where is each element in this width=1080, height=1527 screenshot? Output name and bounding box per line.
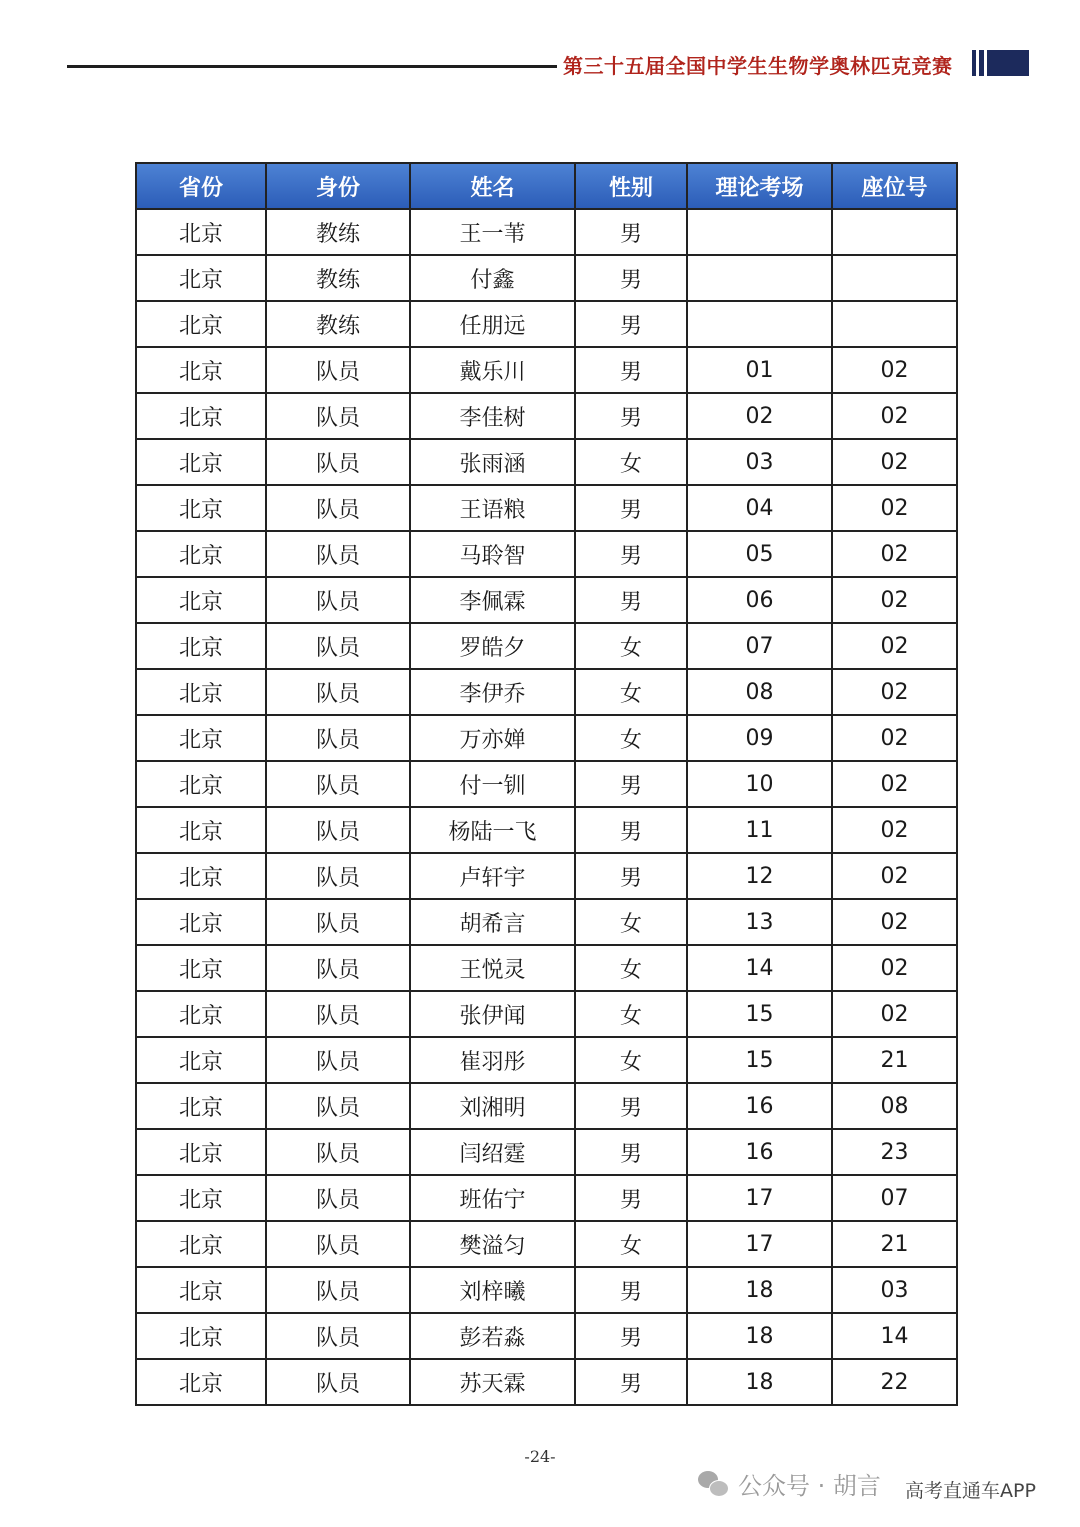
column-header-seat: 座位号: [832, 163, 957, 209]
cell-role: 队员: [266, 439, 410, 485]
column-header-role: 身份: [266, 163, 410, 209]
table-row: [136, 255, 957, 301]
cell-role: 队员: [266, 1083, 410, 1129]
table-row: [136, 393, 957, 439]
cell-exam-room: 13: [687, 899, 832, 945]
cell-seat: 08: [832, 1083, 957, 1129]
cell-province: 北京: [136, 991, 266, 1037]
cell-seat: 02: [832, 715, 957, 761]
cell-province: 北京: [136, 853, 266, 899]
cell-seat: 02: [832, 853, 957, 899]
cell-province: 北京: [136, 899, 266, 945]
cell-name: 罗皓夕: [410, 623, 575, 669]
cell-province: 北京: [136, 577, 266, 623]
cell-role: 教练: [266, 255, 410, 301]
cell-province: 北京: [136, 393, 266, 439]
cell-gender: 女: [575, 991, 687, 1037]
cell-province: 北京: [136, 1175, 266, 1221]
watermark-text: 公众号 · 胡言: [738, 1472, 881, 1500]
cell-name: 李佳树: [410, 393, 575, 439]
table-row: [136, 1175, 957, 1221]
cell-seat: [832, 209, 957, 255]
cell-role: 队员: [266, 531, 410, 577]
cell-seat: [832, 255, 957, 301]
cell-name: 王语粮: [410, 485, 575, 531]
cell-gender: 男: [575, 1175, 687, 1221]
cell-gender: 男: [575, 1313, 687, 1359]
table-row: [136, 669, 957, 715]
cell-role: 队员: [266, 347, 410, 393]
cell-seat: [832, 301, 957, 347]
cell-gender: 女: [575, 623, 687, 669]
table-row: [136, 485, 957, 531]
cell-gender: 男: [575, 1129, 687, 1175]
table-row: [136, 991, 957, 1037]
cell-seat: 02: [832, 669, 957, 715]
table-row: [136, 347, 957, 393]
cell-role: 队员: [266, 899, 410, 945]
table-row: [136, 439, 957, 485]
cell-role: 队员: [266, 1175, 410, 1221]
cell-gender: 男: [575, 1267, 687, 1313]
cell-province: 北京: [136, 715, 266, 761]
cell-gender: 男: [575, 807, 687, 853]
cell-role: 教练: [266, 209, 410, 255]
cell-gender: 男: [575, 393, 687, 439]
cell-seat: 21: [832, 1037, 957, 1083]
cell-province: 北京: [136, 255, 266, 301]
cell-gender: 男: [575, 347, 687, 393]
cell-seat: 03: [832, 1267, 957, 1313]
competition-title: 第三十五届全国中学生生物学奥林匹克竞赛: [563, 54, 953, 78]
table-row: [136, 899, 957, 945]
cell-name: 崔羽彤: [410, 1037, 575, 1083]
cell-role: 教练: [266, 301, 410, 347]
cell-seat: 02: [832, 991, 957, 1037]
table-row: [136, 853, 957, 899]
cell-name: 万亦婵: [410, 715, 575, 761]
table-row: [136, 761, 957, 807]
cell-seat: 02: [832, 623, 957, 669]
cell-name: 彭若淼: [410, 1313, 575, 1359]
table-row: [136, 1267, 957, 1313]
cell-name: 闫绍霆: [410, 1129, 575, 1175]
cell-seat: 07: [832, 1175, 957, 1221]
cell-name: 刘梓曦: [410, 1267, 575, 1313]
cell-gender: 男: [575, 255, 687, 301]
cell-province: 北京: [136, 439, 266, 485]
cell-name: 班佑宁: [410, 1175, 575, 1221]
cell-province: 北京: [136, 623, 266, 669]
table-row: [136, 209, 957, 255]
cell-name: 张雨涵: [410, 439, 575, 485]
cell-role: 队员: [266, 761, 410, 807]
cell-gender: 女: [575, 439, 687, 485]
cell-role: 队员: [266, 1359, 410, 1405]
cell-seat: 23: [832, 1129, 957, 1175]
cell-name: 李伊乔: [410, 669, 575, 715]
table-row: [136, 1083, 957, 1129]
watermark: [698, 1466, 881, 1501]
cell-exam-room: 17: [687, 1221, 832, 1267]
cell-exam-room: 09: [687, 715, 832, 761]
cell-province: 北京: [136, 1359, 266, 1405]
table-row: [136, 945, 957, 991]
cell-exam-room: 04: [687, 485, 832, 531]
cell-seat: 02: [832, 945, 957, 991]
cell-exam-room: 01: [687, 347, 832, 393]
header-rule: [67, 65, 557, 68]
cell-exam-room: 12: [687, 853, 832, 899]
cell-name: 苏天霖: [410, 1359, 575, 1405]
roster-table: [135, 162, 958, 1406]
cell-seat: 02: [832, 393, 957, 439]
cell-province: 北京: [136, 945, 266, 991]
cell-province: 北京: [136, 485, 266, 531]
cell-gender: 男: [575, 853, 687, 899]
cell-gender: 女: [575, 669, 687, 715]
cell-province: 北京: [136, 347, 266, 393]
cell-exam-room: 17: [687, 1175, 832, 1221]
cell-seat: 02: [832, 531, 957, 577]
cell-name: 刘湘明: [410, 1083, 575, 1129]
cell-exam-room: 18: [687, 1267, 832, 1313]
cell-seat: 14: [832, 1313, 957, 1359]
cell-province: 北京: [136, 301, 266, 347]
table-row: [136, 301, 957, 347]
cell-exam-room: 14: [687, 945, 832, 991]
page-number: -24-: [524, 1447, 556, 1466]
cell-seat: 02: [832, 439, 957, 485]
cell-role: 队员: [266, 1313, 410, 1359]
app-watermark: 高考直通车APP: [905, 1480, 1036, 1502]
cell-role: 队员: [266, 807, 410, 853]
cell-role: 队员: [266, 1037, 410, 1083]
cell-gender: 男: [575, 577, 687, 623]
table-row: [136, 1037, 957, 1083]
cell-exam-room: [687, 301, 832, 347]
cell-seat: 02: [832, 577, 957, 623]
cell-province: 北京: [136, 1083, 266, 1129]
cell-exam-room: 15: [687, 1037, 832, 1083]
cell-exam-room: 15: [687, 991, 832, 1037]
cell-name: 王一苇: [410, 209, 575, 255]
cell-name: 张伊闻: [410, 991, 575, 1037]
cell-seat: 02: [832, 807, 957, 853]
cell-province: 北京: [136, 1129, 266, 1175]
cell-gender: 女: [575, 899, 687, 945]
table-row: [136, 623, 957, 669]
cell-gender: 女: [575, 1037, 687, 1083]
cell-gender: 男: [575, 301, 687, 347]
cell-role: 队员: [266, 669, 410, 715]
table-row: [136, 531, 957, 577]
table-row: [136, 1221, 957, 1267]
column-header-name: 姓名: [410, 163, 575, 209]
cell-role: 队员: [266, 577, 410, 623]
cell-exam-room: 18: [687, 1359, 832, 1405]
cell-seat: 02: [832, 899, 957, 945]
cell-role: 队员: [266, 393, 410, 439]
cell-province: 北京: [136, 1313, 266, 1359]
cell-role: 队员: [266, 1221, 410, 1267]
cell-exam-room: 16: [687, 1083, 832, 1129]
cell-name: 樊溢匀: [410, 1221, 575, 1267]
table-row: [136, 1313, 957, 1359]
cell-role: 队员: [266, 1129, 410, 1175]
cell-exam-room: 10: [687, 761, 832, 807]
cell-exam-room: 08: [687, 669, 832, 715]
cell-gender: 女: [575, 715, 687, 761]
wechat-icon: [698, 1471, 728, 1497]
header-decoration: [972, 50, 1029, 76]
cell-exam-room: 06: [687, 577, 832, 623]
column-header-province: 省份: [136, 163, 266, 209]
cell-exam-room: 03: [687, 439, 832, 485]
cell-seat: 02: [832, 761, 957, 807]
cell-province: 北京: [136, 669, 266, 715]
cell-name: 付一钏: [410, 761, 575, 807]
cell-name: 胡希言: [410, 899, 575, 945]
cell-name: 卢轩宇: [410, 853, 575, 899]
table-row: [136, 807, 957, 853]
cell-seat: 22: [832, 1359, 957, 1405]
table-body: [136, 209, 957, 1405]
cell-province: 北京: [136, 531, 266, 577]
cell-name: 任朋远: [410, 301, 575, 347]
cell-exam-room: 07: [687, 623, 832, 669]
table-row: [136, 1129, 957, 1175]
cell-role: 队员: [266, 853, 410, 899]
cell-seat: 02: [832, 485, 957, 531]
cell-name: 王悦灵: [410, 945, 575, 991]
column-header-exam-room: 理论考场: [687, 163, 832, 209]
cell-exam-room: 18: [687, 1313, 832, 1359]
cell-exam-room: [687, 255, 832, 301]
cell-gender: 男: [575, 485, 687, 531]
cell-role: 队员: [266, 715, 410, 761]
table-header-row: [136, 163, 957, 209]
cell-name: 杨陆一飞: [410, 807, 575, 853]
cell-role: 队员: [266, 485, 410, 531]
cell-exam-room: 11: [687, 807, 832, 853]
cell-role: 队员: [266, 1267, 410, 1313]
cell-exam-room: 02: [687, 393, 832, 439]
cell-exam-room: [687, 209, 832, 255]
cell-seat: 02: [832, 347, 957, 393]
cell-province: 北京: [136, 209, 266, 255]
cell-name: 戴乐川: [410, 347, 575, 393]
cell-gender: 女: [575, 945, 687, 991]
cell-seat: 21: [832, 1221, 957, 1267]
table-row: [136, 1359, 957, 1405]
cell-gender: 男: [575, 209, 687, 255]
table-row: [136, 715, 957, 761]
cell-exam-room: 05: [687, 531, 832, 577]
cell-gender: 男: [575, 531, 687, 577]
cell-province: 北京: [136, 1221, 266, 1267]
cell-province: 北京: [136, 1267, 266, 1313]
cell-province: 北京: [136, 761, 266, 807]
cell-gender: 女: [575, 1221, 687, 1267]
cell-gender: 男: [575, 1083, 687, 1129]
column-header-gender: 性别: [575, 163, 687, 209]
cell-role: 队员: [266, 623, 410, 669]
table-row: [136, 577, 957, 623]
cell-role: 队员: [266, 945, 410, 991]
cell-province: 北京: [136, 1037, 266, 1083]
cell-name: 马聆智: [410, 531, 575, 577]
cell-role: 队员: [266, 991, 410, 1037]
cell-province: 北京: [136, 807, 266, 853]
cell-name: 李佩霖: [410, 577, 575, 623]
cell-name: 付鑫: [410, 255, 575, 301]
cell-exam-room: 16: [687, 1129, 832, 1175]
cell-gender: 男: [575, 761, 687, 807]
cell-gender: 男: [575, 1359, 687, 1405]
